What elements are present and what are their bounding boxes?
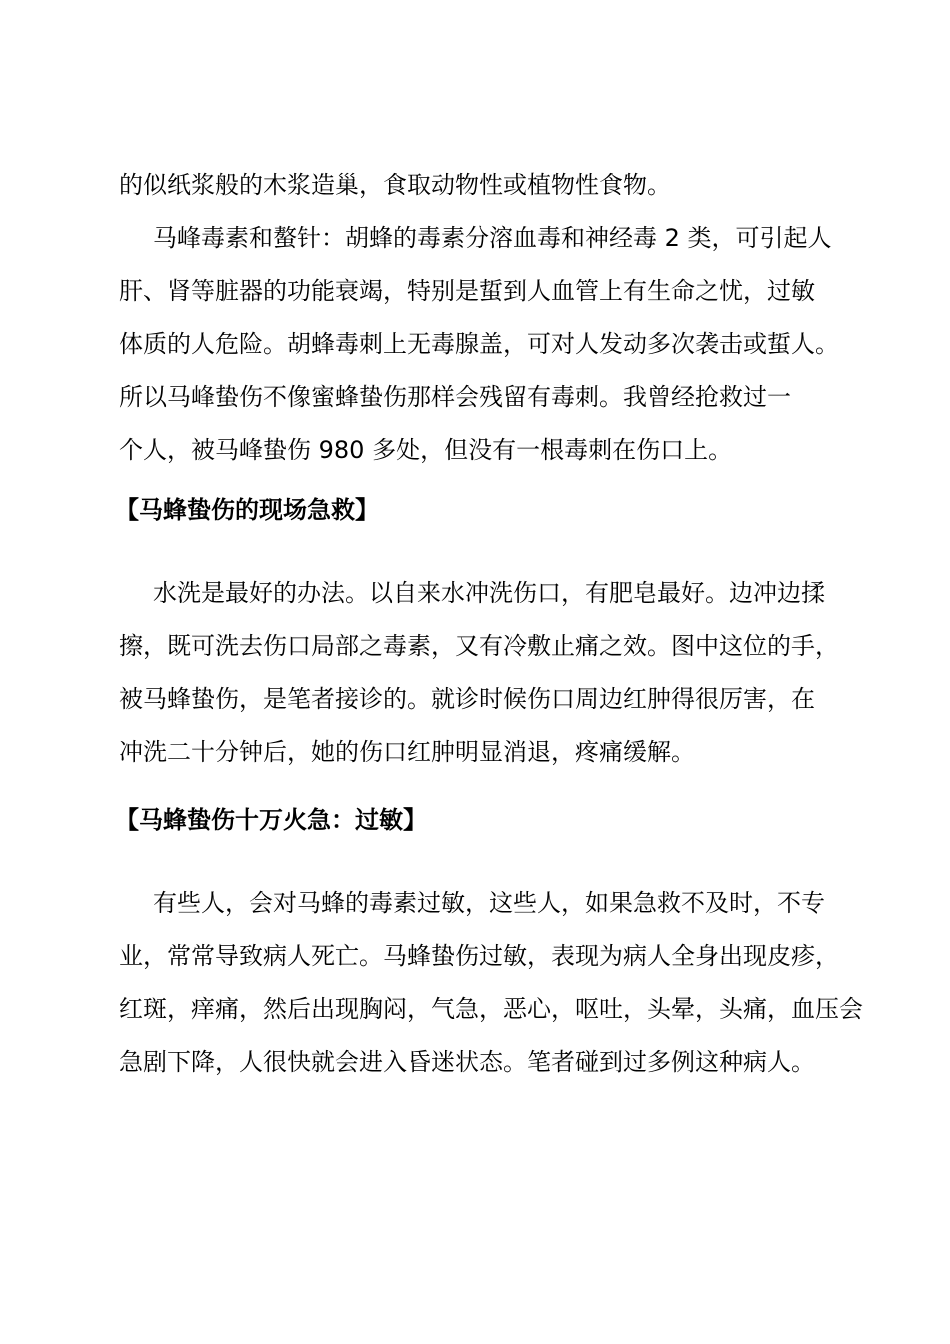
paragraph-line: 马峰毒素和螯针：胡蜂的毒素分溶血毒和神经毒 2 类，可引起人 [153,224,832,252]
paragraph-line: 有些人，会对马蜂的毒素过敏，这些人，如果急救不及时，不专 [153,889,825,917]
paragraph-line: 水洗是最好的办法。以自来水冲洗伤口，有肥皂最好。边冲边揉 [153,579,825,607]
paragraph-line: 体质的人危险。胡蜂毒刺上无毒腺盖，可对人发动多次袭击或蜇人。 [119,330,839,358]
paragraph-line: 业，常常导致病人死亡。马蜂蛰伤过敏，表现为病人全身出现皮疹， [119,942,839,970]
paragraph-allergy [119,877,863,1089]
paragraph-line: 个人，被马峰蛰伤 980 多处，但没有一根毒刺在伤口上。 [119,436,733,464]
paragraph-nest-building [119,159,854,212]
paragraph-first-aid [119,567,854,779]
paragraph-line: 被马蜂蛰伤，是笔者接诊的。就诊时候伤口周边红肿得很厉害，在 [119,685,815,713]
paragraph-line: 擦，既可洗去伤口局部之毒素，又有冷敷止痛之效。图中这位的手， [119,632,839,660]
paragraph-line: 红斑，痒痛，然后出现胸闷，气急，恶心，呕吐，头晕，头痛，血压会 [119,995,863,1023]
paragraph-venom-and-stinger [119,212,854,477]
section-heading-first-aid: 【马蜂蛰伤的现场急救】 [115,496,379,524]
paragraph-line: 肝、肾等脏器的功能衰竭，特别是蜇到人血管上有生命之忧，过敏 [119,277,815,305]
paragraph-line: 的似纸浆般的木浆造巢，食取动物性或植物性食物。 [119,171,671,199]
paragraph-line: 所以马峰蛰伤不像蜜蜂蛰伤那样会残留有毒刺。我曾经抢救过一 [119,383,791,411]
paragraph-line: 冲洗二十分钟后，她的伤口红肿明显消退，疼痛缓解。 [119,738,695,766]
section-heading-allergy: 【马蜂蛰伤十万火急：过敏】 [115,806,427,834]
paragraph-line: 急剧下降，人很快就会进入昏迷状态。笔者碰到过多例这种病人。 [119,1048,815,1076]
